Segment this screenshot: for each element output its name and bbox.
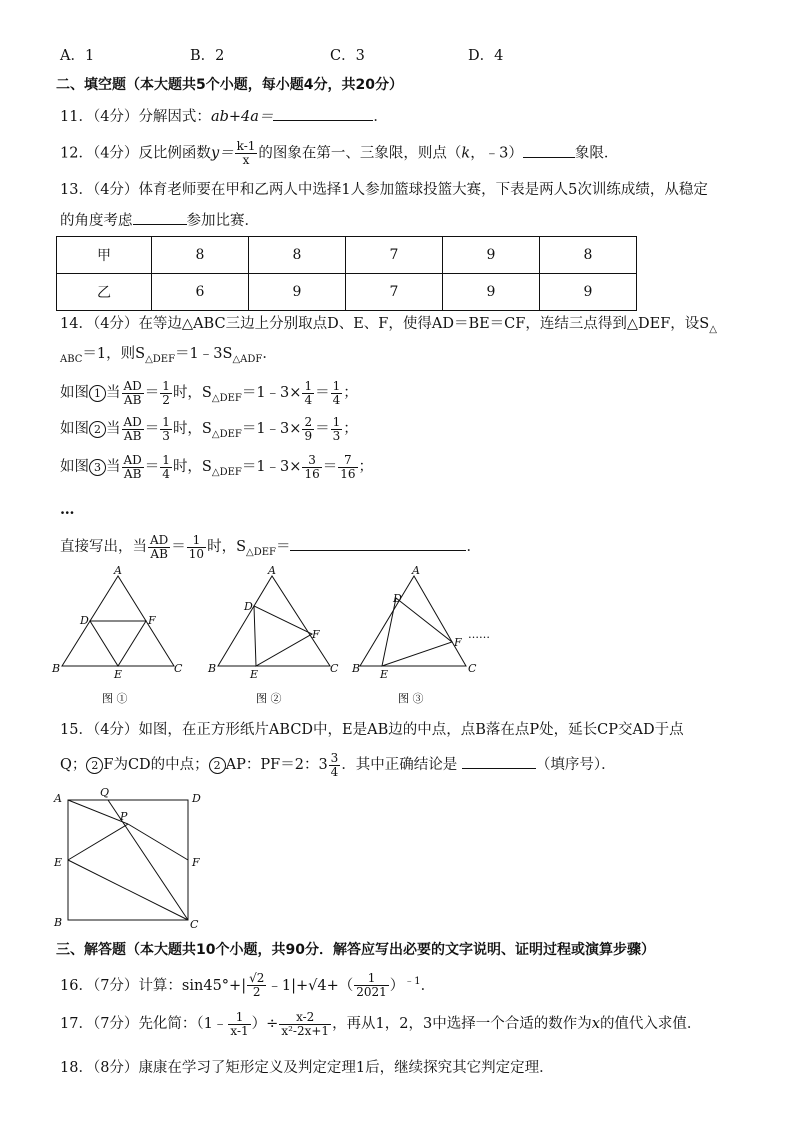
- q14-figures: [50, 564, 490, 712]
- q14-sub-adf: △ADF: [232, 353, 263, 365]
- q14-ellipsis: …: [60, 501, 75, 518]
- q11-score: （4分）: [92, 109, 139, 125]
- table-cell: 8: [152, 237, 249, 274]
- circle-number-icon: 2: [209, 757, 226, 774]
- svg-text:F: F: [192, 856, 200, 869]
- option-a: A．1: [60, 48, 95, 64]
- q17-x: x: [591, 1016, 600, 1032]
- svg-text:F: F: [454, 636, 462, 649]
- q17-mid: ）÷: [251, 1016, 279, 1032]
- q17-score: （7分）: [92, 1016, 139, 1032]
- q14-number: 14．: [60, 316, 93, 332]
- svg-text:D: D: [192, 792, 201, 805]
- q18-score: （8分）: [92, 1060, 139, 1076]
- q12-fraction: $\frac{k-1}{x}$: [236, 139, 256, 167]
- section-2-title: 二、填空题（本大题共5个小题，每小题4分，共20分）: [56, 77, 403, 93]
- table-cell: 9: [540, 274, 637, 311]
- svg-text:A: A: [268, 564, 276, 577]
- svg-text:C: C: [190, 918, 199, 931]
- table-cell: 甲: [57, 237, 152, 274]
- question-14-line-1: [60, 314, 717, 340]
- q17-end: ，再从1，2，3中选择一个合适的数作为: [332, 1016, 592, 1032]
- question-11: [60, 106, 388, 127]
- table-cell: 9: [249, 274, 346, 311]
- q17-text: 先化简：（1﹣: [138, 1016, 228, 1032]
- question-13-line-2: [60, 210, 259, 231]
- svg-text:P: P: [120, 810, 128, 823]
- q12-number: 12．: [60, 145, 93, 162]
- q14-case-1: 如图 1 当 $\frac{AD}{AB}$ ＝ $\frac{1}{2}$ 时，$S_{\triangle DEF}=1﹣3\times$ $\frac{1}{4}$ ＝ $\frac{1}{4}$ ；: [60, 378, 358, 407]
- table-cell: 乙: [57, 274, 152, 311]
- table-cell: 7: [346, 237, 443, 274]
- q15-number: 15．: [60, 722, 93, 738]
- q13-answer-blank[interactable]: [133, 210, 187, 225]
- svg-text:F: F: [312, 628, 320, 641]
- table-cell: 9: [443, 274, 540, 311]
- table-cell: 6: [152, 274, 249, 311]
- table-cell: 8: [249, 237, 346, 274]
- svg-text:A: A: [412, 564, 420, 577]
- question-17: 17．（7分）先化简：（1﹣ $\frac{1}{x-1}$ ）÷ $\frac{x-2}{\text{x²-2x+1}}$ ，再从1，2，3中选择一个合适的数作为x的值代入求值．: [60, 1009, 702, 1038]
- svg-text:A: A: [54, 792, 62, 805]
- question-14-line-2: [60, 344, 277, 370]
- q13-score: （4分）: [92, 182, 139, 198]
- question-13-line-1: [60, 180, 708, 200]
- q13-text-2a: 的角度考虑: [60, 213, 133, 229]
- svg-text:D: D: [244, 600, 253, 613]
- q17-end2: 的值代入求值．: [599, 1016, 702, 1032]
- question-16: 16．（7分）计算：sin45°+| $\frac{√2}{2}$ ﹣1|+√4+（ $\frac{1}{2021}$ ）$^{﹣1}$．: [60, 971, 436, 1000]
- q12-score: （4分）: [92, 145, 139, 162]
- svg-text:E: E: [250, 668, 259, 681]
- circle-number-icon: 2: [86, 757, 103, 774]
- fig-caption-1: 图 ①: [102, 692, 128, 705]
- question-15-line-1: [60, 720, 684, 740]
- q11-text: 分解因式：: [138, 109, 211, 125]
- svg-text:B: B: [208, 662, 217, 675]
- option-d: D．4: [468, 48, 504, 64]
- q14-text-2b: ＝1﹣3S: [175, 346, 233, 362]
- svg-text:C: C: [174, 662, 183, 675]
- question-12: [60, 140, 618, 167]
- q14-case-2: 如图 2 当 $\frac{AD}{AB}$ ＝ $\frac{1}{3}$ 时，$S_{\triangle DEF}=1﹣3\times$ $\frac{2}{9}$ ＝ $\frac{1}{3}$ ；: [60, 414, 358, 443]
- score-table: [56, 236, 637, 311]
- svg-text:B: B: [352, 662, 361, 675]
- q16-mid: ﹣1|+√4+（: [267, 977, 354, 994]
- circle-number-icon: 2: [89, 421, 106, 438]
- fig-caption-3: 图 ③: [398, 692, 424, 705]
- q14-final: 直接写出，当 $\frac{AD}{AB}$ ＝ $\frac{1}{10}$ 时，$S_{\triangle DEF}=$ ．: [60, 532, 481, 561]
- q16-exp: ﹣1: [404, 976, 421, 987]
- q15-answer-blank[interactable]: [462, 754, 536, 769]
- q13-text-1: 体育老师要在甲和乙两人中选择1人参加篮球投篮大赛，下表是两人5次训练成绩，从稳定: [138, 182, 708, 198]
- table-cell: 8: [540, 237, 637, 274]
- q11-end: ．: [373, 109, 388, 125]
- svg-text:E: E: [54, 856, 63, 869]
- q13-text-2b: 参加比赛．: [186, 213, 259, 229]
- q16-text: 计算：sin45°+|: [138, 977, 247, 994]
- q12-pre: 反比例函数: [138, 145, 211, 162]
- q14-text-2-end: ．: [262, 346, 277, 362]
- q18-number: 18．: [60, 1060, 93, 1076]
- option-b: B．2: [190, 48, 225, 64]
- q16-end: ）: [389, 977, 405, 994]
- q16-number: 16．: [60, 977, 93, 994]
- q14-score: （4分）: [92, 316, 139, 332]
- q18-text: 康康在学习了矩形定义及判定定理1后，继续探究其它判定定理．: [138, 1060, 554, 1076]
- q11-answer-blank[interactable]: [273, 106, 373, 121]
- svg-text:B: B: [52, 662, 61, 675]
- q12-point: ，﹣3）: [470, 145, 523, 162]
- question-18: [60, 1058, 554, 1078]
- q14-sub-def: △DEF: [145, 353, 176, 365]
- svg-text:C: C: [468, 662, 477, 675]
- q14-sub-1: △: [709, 323, 717, 335]
- q11-expr: ab+4a＝: [210, 109, 274, 125]
- q14-text-2: ＝1，则S: [82, 346, 146, 362]
- svg-text:E: E: [114, 668, 123, 681]
- q16-dot: ．: [420, 977, 436, 994]
- q13-number: 13．: [60, 182, 93, 198]
- q12-answer-blank[interactable]: [523, 143, 575, 158]
- circle-number-icon: 3: [89, 459, 106, 476]
- q17-number: 17．: [60, 1016, 93, 1032]
- table-row: [57, 274, 637, 311]
- q11-number: 11．: [60, 109, 93, 125]
- fig-dots: ……: [468, 628, 490, 641]
- svg-text:D: D: [393, 592, 402, 605]
- q15-text-1: 如图，在正方形纸片ABCD中，E是AB边的中点，点B落在点P处，延长CP交AD于点: [138, 722, 684, 738]
- svg-text:C: C: [330, 662, 339, 675]
- section-3-title: 三、解答题（本大题共10个小题，共90分．解答应写出必要的文字说明、证明过程或演算步骤）: [56, 942, 655, 958]
- q14-answer-blank[interactable]: [290, 536, 466, 551]
- table-row: [57, 237, 637, 274]
- q12-end: 象限．: [574, 145, 619, 162]
- q14-text-1: 在等边△ABC三边上分别取点D、E、F，使得AD＝BE＝CF，连结三点得到△DEF，设S: [138, 316, 710, 332]
- svg-text:Q: Q: [100, 786, 110, 799]
- q15-square-figure: [50, 786, 220, 932]
- fig-caption-2: 图 ②: [256, 692, 282, 705]
- q12-mid: 的图象在第一、三象限，则点（: [258, 145, 462, 162]
- q14-sub-abc: ABC: [60, 353, 83, 365]
- q12-y: y＝: [210, 145, 234, 162]
- q12-k: k: [461, 145, 471, 162]
- svg-text:F: F: [148, 614, 156, 627]
- q15-score: （4分）: [92, 722, 139, 738]
- q14-case-3: 如图 3 当 $\frac{AD}{AB}$ ＝ $\frac{1}{4}$ 时，$S_{\triangle DEF}=1﹣3\times$ $\frac{3}{16}$ ＝ $\frac{7}{16}$ ；: [60, 452, 373, 481]
- table-cell: 7: [346, 274, 443, 311]
- question-15-line-2: Q； 2 F为CD的中点； 2 AP：PF＝2：3 $\frac{3}{4}$ ．其中正确结论是 （填序号）．: [60, 750, 616, 779]
- circle-number-icon: 1: [89, 385, 106, 402]
- svg-text:E: E: [380, 668, 389, 681]
- option-c: C．3: [330, 48, 365, 64]
- table-cell: 9: [443, 237, 540, 274]
- svg-text:B: B: [54, 916, 63, 929]
- svg-text:A: A: [114, 564, 122, 577]
- q16-score: （7分）: [92, 977, 139, 994]
- svg-text:D: D: [80, 614, 89, 627]
